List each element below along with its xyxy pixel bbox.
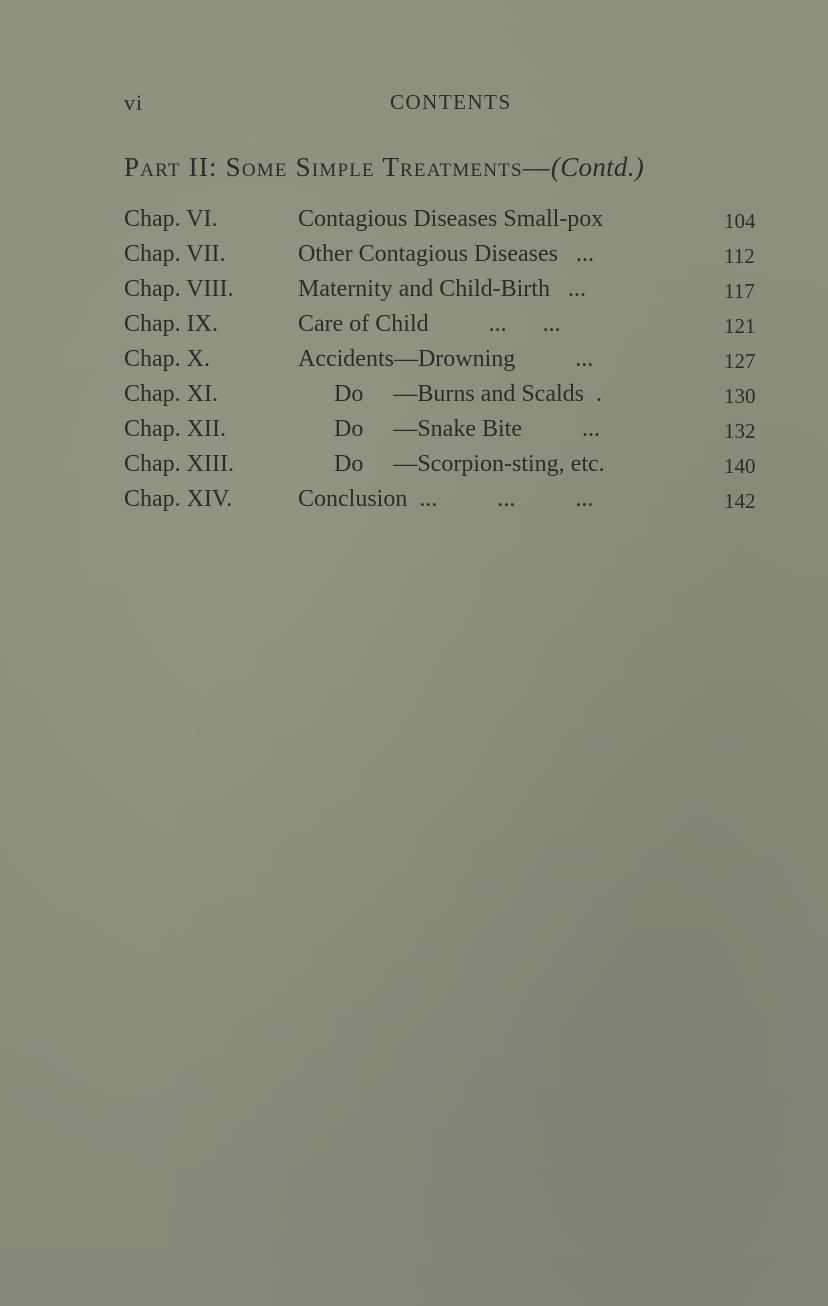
toc-chapter: Chap. VIII. — [124, 276, 234, 302]
toc-page: 130 — [724, 384, 756, 408]
toc-row-chap-12 — [124, 416, 804, 451]
toc-page: 127 — [724, 349, 756, 373]
toc-page: 104 — [724, 209, 756, 233]
toc-row-chap-10 — [124, 346, 804, 381]
toc-title: Contagious Diseases Small-pox — [298, 206, 604, 232]
toc-title: Accidents—Drowning ... — [298, 346, 594, 372]
toc-row-chap-9 — [124, 311, 804, 346]
toc-title: Do —Scorpion-sting, etc. — [298, 451, 605, 477]
toc-page: 121 — [724, 314, 756, 338]
toc-chapter: Chap. VII. — [124, 241, 226, 267]
toc-row-chap-7 — [124, 241, 804, 276]
part-heading-text: Part II: Some Simple Treatments— — [124, 152, 551, 182]
toc-page: 142 — [724, 489, 756, 513]
toc-chapter: Chap. XII. — [124, 416, 226, 442]
toc-row-chap-11 — [124, 381, 804, 416]
toc-chapter: Chap. X. — [124, 346, 210, 372]
toc-page: 140 — [724, 454, 756, 478]
toc-chapter: Chap. VI. — [124, 206, 218, 232]
toc-row-chap-14 — [124, 486, 804, 521]
toc-page: 132 — [724, 419, 756, 443]
page-number: vi — [124, 90, 144, 115]
part-heading — [124, 152, 644, 183]
toc-chapter: Chap. IX. — [124, 311, 218, 337]
toc-title: Do —Burns and Scalds . — [298, 381, 602, 407]
toc-chapter: Chap. XIV. — [124, 486, 233, 512]
part-heading-continued: (Contd.) — [550, 152, 645, 182]
toc-title: Care of Child ... ... — [298, 311, 561, 337]
toc-title: Maternity and Child-Birth ... — [298, 276, 586, 302]
table-of-contents — [124, 206, 804, 521]
toc-row-chap-6 — [124, 206, 804, 241]
toc-title: Conclusion ... ... ... — [298, 486, 594, 512]
running-head: CONTENTS — [390, 90, 512, 114]
toc-chapter: Chap. XIII. — [124, 451, 234, 477]
toc-row-chap-13 — [124, 451, 804, 486]
toc-title: Do —Snake Bite ... — [298, 416, 600, 442]
toc-row-chap-8 — [124, 276, 804, 311]
toc-page: 117 — [724, 279, 755, 303]
toc-title: Other Contagious Diseases ... — [298, 241, 594, 267]
toc-chapter: Chap. XI. — [124, 381, 218, 407]
toc-page: 112 — [724, 244, 755, 268]
